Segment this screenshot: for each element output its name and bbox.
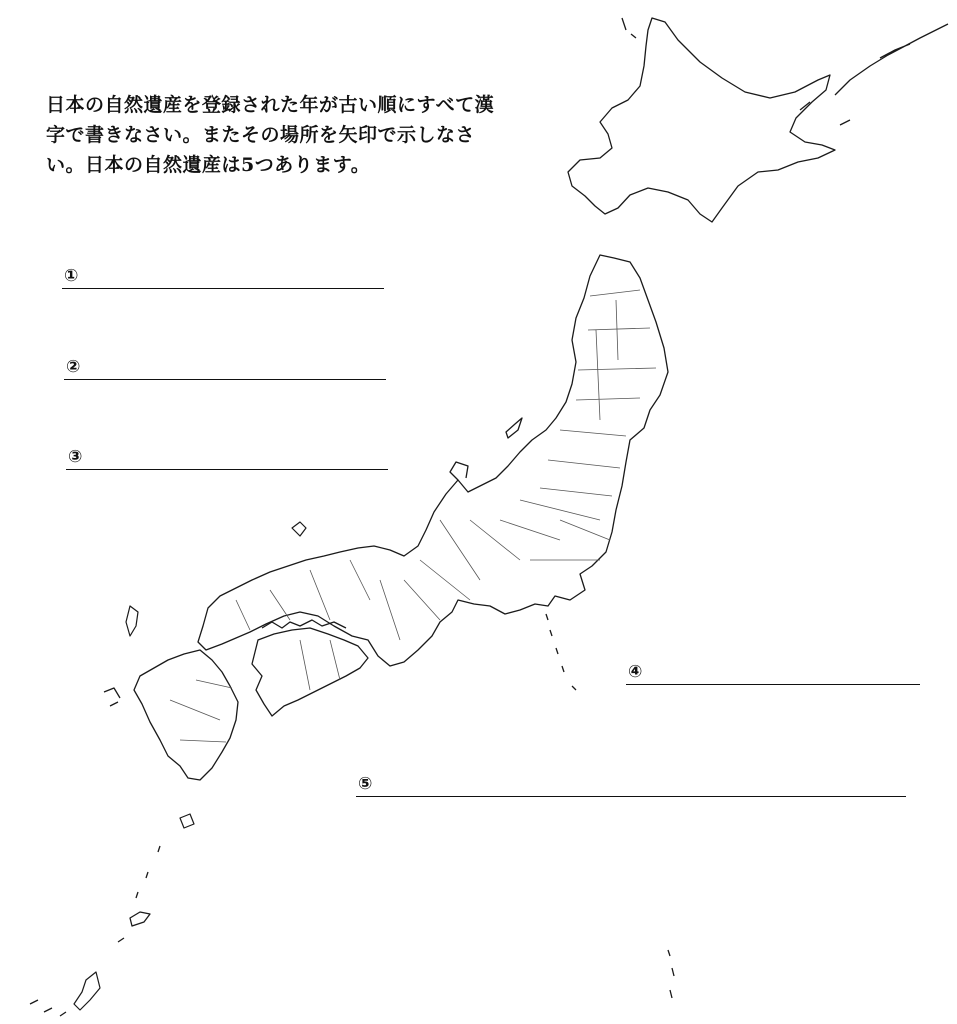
answer-number-2: ② [66, 357, 81, 377]
sakishima-islands [30, 1000, 66, 1016]
yakushima-island [180, 814, 194, 828]
answer-number-5: ⑤ [358, 774, 373, 794]
shikoku [252, 628, 368, 716]
amami-islands [118, 912, 150, 942]
answer-line-1[interactable] [62, 262, 384, 289]
answer-line-4[interactable] [626, 658, 920, 685]
seto-inland-sea [262, 620, 346, 628]
answer-number-1: ① [64, 266, 79, 286]
hokkaido [568, 18, 835, 222]
noto-peninsula [450, 462, 468, 480]
izu-islands [546, 614, 576, 690]
goto-islands [104, 688, 120, 706]
kyushu [134, 650, 238, 780]
rishiri-islands [622, 18, 636, 38]
tokara-islands [136, 846, 160, 898]
instructions [46, 90, 556, 180]
tsushima-island [126, 606, 138, 636]
answer-number-3: ③ [68, 447, 83, 467]
ogasawara-islands [668, 950, 674, 998]
sado-island [506, 418, 522, 438]
instructions-line-3: い。日本の自然遺産は5つあります。 [46, 154, 371, 176]
okinawa-island [74, 972, 100, 1010]
answer-number-4: ④ [628, 662, 643, 682]
answer-line-2[interactable] [64, 353, 386, 380]
answer-line-3[interactable] [66, 443, 388, 470]
instructions-line-2: 字で書きなさい。またその場所を矢印で示しなさ [46, 124, 476, 146]
answer-line-5[interactable] [356, 770, 906, 797]
instructions-line-1: 日本の自然遺産を登録された年が古い順にすべて漢 [46, 94, 495, 116]
kuril-islands [800, 24, 948, 125]
oki-islands [292, 522, 306, 536]
